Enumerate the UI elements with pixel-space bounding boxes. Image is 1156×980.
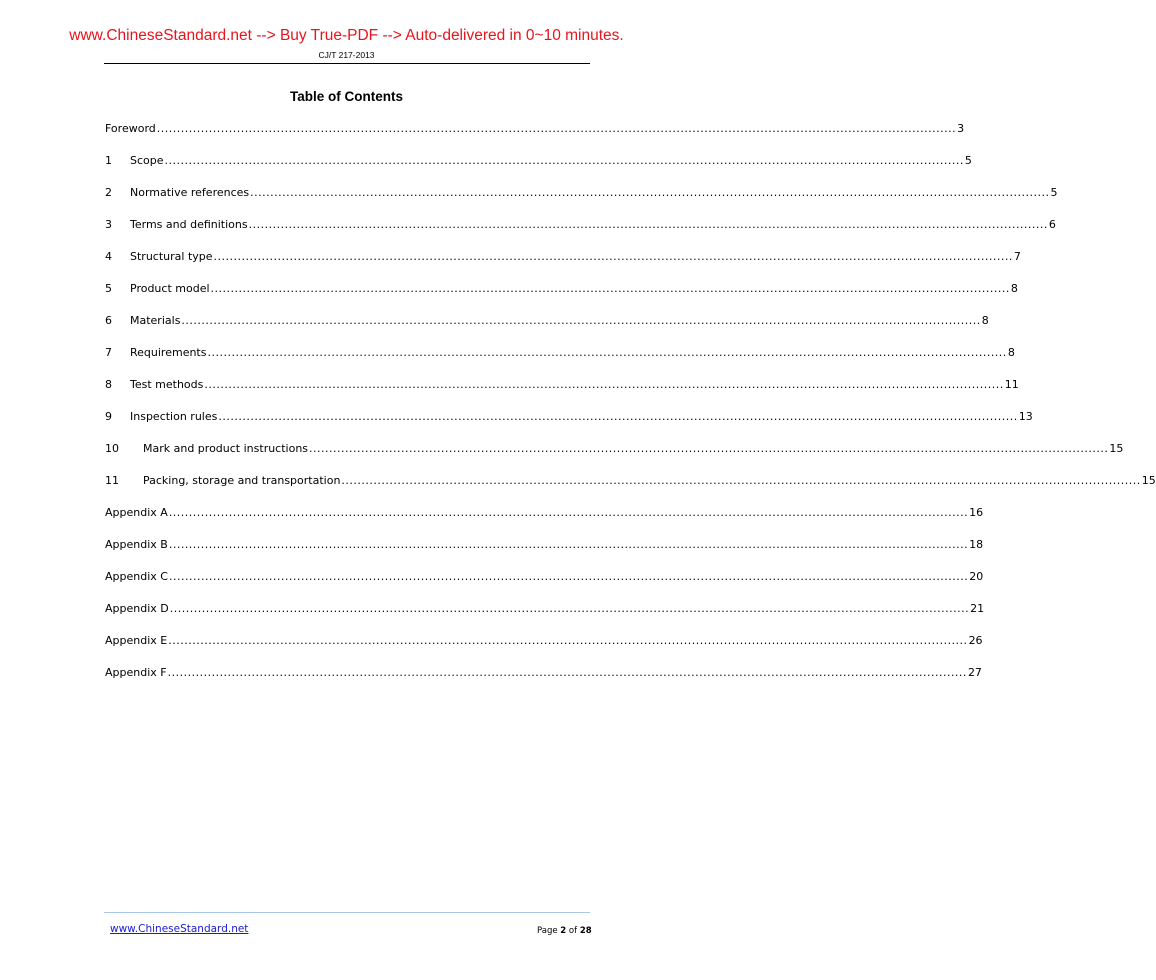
footer-website-link[interactable]: www.ChineseStandard.net [110,923,249,935]
toc-entry-label: Appendix F [105,666,167,679]
dot-leader: ........................................................................................................................................................................................................ [309,442,1109,455]
page-indicator [537,926,592,936]
dot-leader: ........................................................................................................................................................................................................ [204,378,1004,391]
page-title: Table of Contents [290,89,403,104]
toc-entry-appendix-a[interactable] [105,506,984,538]
toc-entry-page: 13 [1018,410,1033,423]
toc-entry-page: 8 [1010,282,1018,295]
dot-leader: ........................................................................................................................................................................................................ [207,346,1007,359]
toc-entry-number: 4 [105,250,112,263]
toc-entry-appendix-e[interactable] [105,634,983,666]
toc-entry-label: Requirements [130,346,207,359]
toc-entry-page: 21 [970,602,985,615]
toc-entry-materials[interactable] [105,314,989,346]
table-of-contents [105,122,1156,698]
toc-entry-terms-and-definitions[interactable] [105,218,1056,250]
toc-entry-inspection-rules[interactable] [105,410,1033,442]
toc-entry-number: 5 [105,282,112,295]
toc-entry-number: 3 [105,218,112,231]
toc-entry-number: 6 [105,314,112,327]
current-page-number: 2 [560,926,567,936]
toc-entry-label: Packing, storage and transportation [143,474,341,487]
toc-entry-label: Mark and product instructions [143,442,309,455]
toc-entry-label: Appendix E [105,634,168,647]
toc-entry-number: 11 [105,474,119,487]
toc-entry-number: 2 [105,186,112,199]
toc-entry-page: 15 [1141,474,1156,487]
document-code: CJ/T 217-2013 [318,50,375,60]
toc-entry-appendix-d[interactable] [105,602,985,634]
toc-entry-label: Inspection rules [130,410,218,423]
dot-leader: ........................................................................................................................................................................................................ [164,154,964,167]
toc-entry-product-model[interactable] [105,282,1018,314]
toc-entry-label: Terms and definitions [130,218,248,231]
header-divider [104,63,590,64]
toc-entry-label: Test methods [130,378,204,391]
toc-entry-structural-type[interactable] [105,250,1021,282]
toc-entry-page: 8 [981,314,989,327]
toc-entry-requirements[interactable] [105,346,1015,378]
toc-entry-normative-references[interactable] [105,186,1058,218]
toc-entry-scope[interactable] [105,154,972,186]
toc-entry-label: Appendix B [105,538,168,551]
toc-entry-page: 16 [969,506,984,519]
toc-entry-label: Product model [130,282,210,295]
dot-leader: ........................................................................................................................................................................................................ [250,186,1050,199]
toc-entry-number: 10 [105,442,119,455]
toc-entry-appendix-b[interactable] [105,538,984,570]
toc-entry-label: Scope [130,154,164,167]
toc-entry-page: 3 [957,122,965,135]
toc-entry-label: Appendix C [105,570,168,583]
dot-leader: ........................................................................................................................................................................................................ [248,218,1048,231]
toc-entry-page: 18 [969,538,984,551]
dot-leader: ........................................................................................................................................................................................................ [168,634,968,647]
toc-entry-page: 26 [968,634,983,647]
toc-entry-page: 20 [969,570,984,583]
toc-entry-page: 6 [1048,218,1056,231]
dot-leader: ........................................................................................................................................................................................................ [213,250,1013,263]
toc-entry-label: Appendix A [105,506,168,519]
toc-entry-page: 5 [1050,186,1058,199]
page-of-word: of [568,926,578,936]
toc-entry-label: Structural type [130,250,213,263]
toc-entry-foreword[interactable] [105,122,965,154]
dot-leader: ........................................................................................................................................................................................................ [168,570,969,583]
toc-entry-page: 11 [1004,378,1019,391]
toc-entry-page: 15 [1109,442,1124,455]
toc-entry-page: 27 [967,666,982,679]
toc-entry-page: 7 [1013,250,1021,263]
dot-leader: ........................................................................................................................................................................................................ [218,410,1018,423]
page-word: Page [537,926,558,936]
toc-entry-test-methods[interactable] [105,378,1019,410]
toc-entry-page: 8 [1007,346,1015,359]
toc-entry-packing-storage-transportation[interactable] [105,474,1156,506]
toc-entry-mark-and-product-instructions[interactable] [105,442,1124,474]
dot-leader: ........................................................................................................................................................................................................ [169,602,970,615]
toc-entry-page: 5 [964,154,972,167]
toc-entry-number: 8 [105,378,112,391]
dot-leader: ........................................................................................................................................................................................................ [156,122,957,135]
dot-leader: ........................................................................................................................................................................................................ [210,282,1010,295]
header-banner: www.ChineseStandard.net --> Buy True-PDF --> Auto-delivered in 0~10 minutes. [69,27,624,44]
footer-divider [104,912,590,913]
dot-leader: ........................................................................................................................................................................................................ [167,666,967,679]
toc-entry-appendix-c[interactable] [105,570,984,602]
total-page-count: 28 [579,926,592,936]
toc-entry-label: Foreword [105,122,156,135]
dot-leader: ........................................................................................................................................................................................................ [341,474,1141,487]
toc-entry-number: 9 [105,410,112,423]
toc-entry-label: Normative references [130,186,250,199]
toc-entry-appendix-f[interactable] [105,666,982,698]
dot-leader: ........................................................................................................................................................................................................ [181,314,981,327]
dot-leader: ........................................................................................................................................................................................................ [168,506,969,519]
dot-leader: ........................................................................................................................................................................................................ [168,538,969,551]
toc-entry-label: Appendix D [105,602,169,615]
toc-entry-number: 7 [105,346,112,359]
toc-entry-label: Materials [130,314,181,327]
toc-entry-number: 1 [105,154,112,167]
